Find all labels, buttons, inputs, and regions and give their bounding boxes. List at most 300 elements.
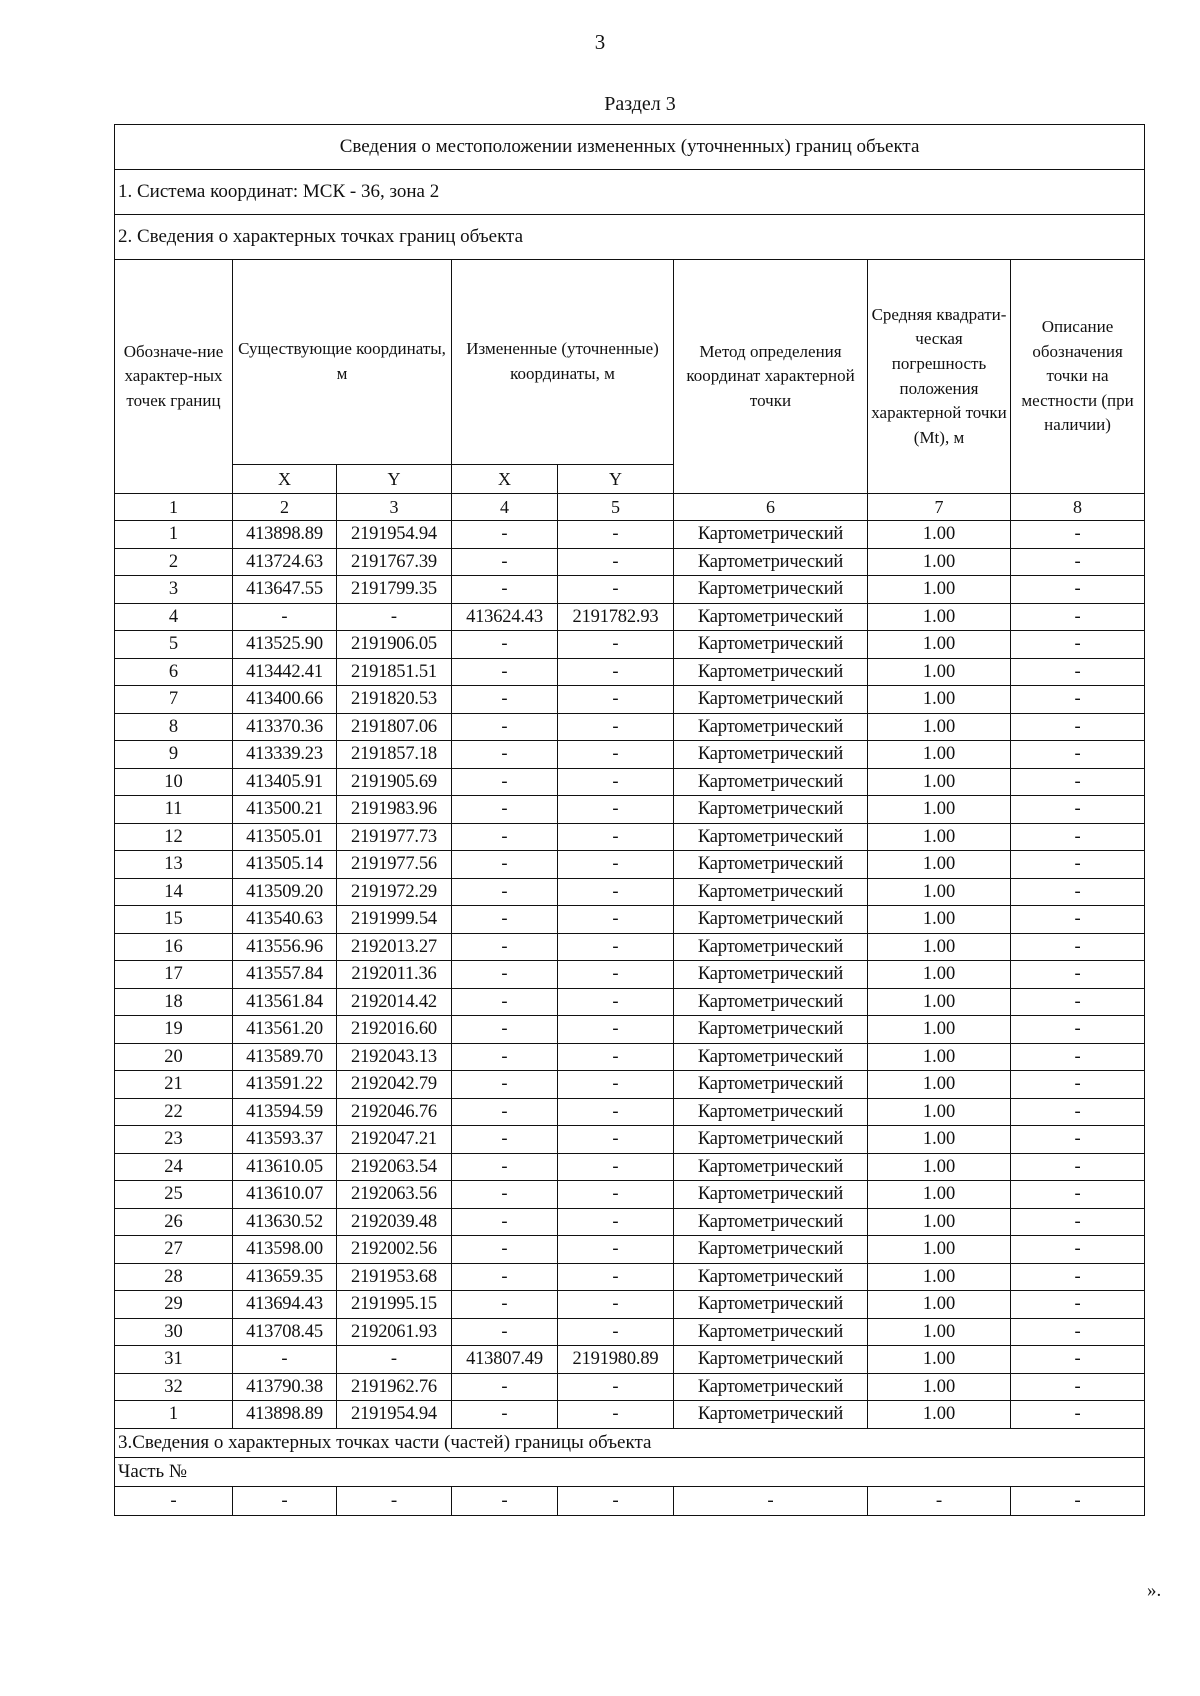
table-cell: 1.00: [868, 1318, 1011, 1346]
table-cell: -: [1011, 768, 1145, 796]
table-row: [115, 1236, 1145, 1264]
table-cell: 413370.36: [233, 713, 337, 741]
table-cell: -: [558, 1373, 674, 1401]
table-cell: 413598.00: [233, 1236, 337, 1264]
table-cell: -: [452, 1236, 558, 1264]
table-cell: 1.00: [868, 1153, 1011, 1181]
table-cell: 5: [115, 631, 233, 659]
table-cell: -: [1011, 1263, 1145, 1291]
table-cell: 27: [115, 1236, 233, 1264]
table-row: [115, 548, 1145, 576]
table-cell: Картометрический: [674, 768, 868, 796]
table-row: [115, 878, 1145, 906]
table-cell: -: [1011, 851, 1145, 879]
table-row: [115, 961, 1145, 989]
table-cell: -: [558, 521, 674, 549]
table-cell: Картометрический: [674, 1401, 868, 1429]
table-cell: Картометрический: [674, 1153, 868, 1181]
table-cell: 413505.01: [233, 823, 337, 851]
table-cell: -: [452, 1126, 558, 1154]
table-cell: -: [1011, 686, 1145, 714]
part-cell: -: [868, 1486, 1011, 1515]
table-row: [115, 1373, 1145, 1401]
column-number-cell: 3: [337, 494, 452, 521]
table-cell: 413525.90: [233, 631, 337, 659]
table-cell: 1.00: [868, 1208, 1011, 1236]
table-cell: Картометрический: [674, 823, 868, 851]
table-cell: -: [452, 851, 558, 879]
header-point-designation: Обозначе-ние характер-ных точек границ: [115, 260, 233, 494]
table-row: [115, 603, 1145, 631]
table-cell: 1.00: [868, 1016, 1011, 1044]
table-cell: 12: [115, 823, 233, 851]
table-cell: 1.00: [868, 961, 1011, 989]
table-cell: -: [558, 576, 674, 604]
table-row: [115, 1181, 1145, 1209]
table-cell: 2191999.54: [337, 906, 452, 934]
table-cell: -: [558, 768, 674, 796]
part-number-label: Часть №: [115, 1457, 1145, 1486]
table-row: [115, 1098, 1145, 1126]
table-cell: 18: [115, 988, 233, 1016]
table-cell: 413405.91: [233, 768, 337, 796]
table-cell: Картометрический: [674, 1263, 868, 1291]
table-cell: Картометрический: [674, 741, 868, 769]
table-cell: -: [452, 1263, 558, 1291]
table-cell: -: [452, 1373, 558, 1401]
table-cell: -: [452, 658, 558, 686]
table-cell: 1.00: [868, 1236, 1011, 1264]
table-cell: 13: [115, 851, 233, 879]
table-cell: Картометрический: [674, 1071, 868, 1099]
table-cell: -: [452, 823, 558, 851]
table-cell: 2192013.27: [337, 933, 452, 961]
section-title: Раздел 3: [604, 93, 676, 115]
table-cell: -: [452, 933, 558, 961]
table-cell: 1.00: [868, 631, 1011, 659]
table-cell: -: [452, 961, 558, 989]
column-number-cell: 6: [674, 494, 868, 521]
header-changed-y: Y: [558, 465, 674, 494]
table-cell: 2191962.76: [337, 1373, 452, 1401]
table-cell: -: [1011, 1181, 1145, 1209]
points-heading: 2. Сведения о характерных точках границ объекта: [115, 215, 1145, 260]
table-row: [115, 1263, 1145, 1291]
table-cell: 2192047.21: [337, 1126, 452, 1154]
table-cell: Картометрический: [674, 796, 868, 824]
table-cell: Картометрический: [674, 933, 868, 961]
table-cell: Картометрический: [674, 988, 868, 1016]
table-cell: -: [452, 906, 558, 934]
table-cell: 1.00: [868, 1373, 1011, 1401]
table-cell: -: [337, 603, 452, 631]
table-cell: -: [452, 878, 558, 906]
table-cell: -: [1011, 713, 1145, 741]
table-cell: 1.00: [868, 1401, 1011, 1429]
table-cell: -: [452, 741, 558, 769]
table-cell: 413339.23: [233, 741, 337, 769]
table-row: [115, 713, 1145, 741]
table-cell: -: [558, 741, 674, 769]
table-cell: 1.00: [868, 1263, 1011, 1291]
table-cell: 2191906.05: [337, 631, 452, 659]
table-row: [115, 1318, 1145, 1346]
table-cell: -: [452, 988, 558, 1016]
table-cell: -: [452, 1153, 558, 1181]
table-cell: 30: [115, 1318, 233, 1346]
table-cell: -: [558, 1043, 674, 1071]
table-cell: Картометрический: [674, 631, 868, 659]
table-cell: 19: [115, 1016, 233, 1044]
table-cell: -: [1011, 741, 1145, 769]
table-cell: -: [1011, 631, 1145, 659]
table-cell: -: [558, 1098, 674, 1126]
table-cell: Картометрический: [674, 686, 868, 714]
part-cell: -: [558, 1486, 674, 1515]
table-cell: 413898.89: [233, 1401, 337, 1429]
table-cell: 413898.89: [233, 521, 337, 549]
table-cell: 2191995.15: [337, 1291, 452, 1319]
table-cell: 17: [115, 961, 233, 989]
table-cell: 413724.63: [233, 548, 337, 576]
part-cell: -: [452, 1486, 558, 1515]
table-title: Сведения о местоположении измененных (уточненных) границ объекта: [115, 125, 1145, 170]
table-cell: 2192011.36: [337, 961, 452, 989]
table-cell: -: [1011, 521, 1145, 549]
column-number-cell: 5: [558, 494, 674, 521]
table-cell: 2: [115, 548, 233, 576]
table-cell: Картометрический: [674, 1126, 868, 1154]
table-cell: 413647.55: [233, 576, 337, 604]
table-row: [115, 1208, 1145, 1236]
table-cell: 6: [115, 658, 233, 686]
table-cell: 2191905.69: [337, 768, 452, 796]
table-cell: 2191954.94: [337, 1401, 452, 1429]
table-row: [115, 988, 1145, 1016]
table-row: [115, 741, 1145, 769]
table-cell: -: [1011, 1153, 1145, 1181]
table-cell: 413610.07: [233, 1181, 337, 1209]
table-cell: -: [558, 961, 674, 989]
table-cell: 16: [115, 933, 233, 961]
table-cell: 1.00: [868, 1291, 1011, 1319]
table-cell: 413624.43: [452, 603, 558, 631]
table-cell: 413561.84: [233, 988, 337, 1016]
table-cell: -: [558, 878, 674, 906]
table-cell: Картометрический: [674, 878, 868, 906]
table-cell: 413500.21: [233, 796, 337, 824]
table-cell: -: [337, 1346, 452, 1374]
part-cell: -: [1011, 1486, 1145, 1515]
table-cell: -: [558, 1181, 674, 1209]
table-cell: 413442.41: [233, 658, 337, 686]
table-cell: -: [452, 1318, 558, 1346]
table-cell: 413556.96: [233, 933, 337, 961]
table-row: [115, 1071, 1145, 1099]
table-cell: 11: [115, 796, 233, 824]
table-cell: -: [558, 1291, 674, 1319]
table-cell: -: [452, 548, 558, 576]
table-cell: -: [1011, 961, 1145, 989]
table-cell: 1.00: [868, 658, 1011, 686]
table-cell: -: [558, 1153, 674, 1181]
part-cell: -: [337, 1486, 452, 1515]
table-cell: Картометрический: [674, 1373, 868, 1401]
header-method: Метод определения координат характерной точки: [674, 260, 868, 494]
table-cell: -: [1011, 658, 1145, 686]
table-cell: 1.00: [868, 1126, 1011, 1154]
table-cell: -: [452, 1098, 558, 1126]
part-cell: -: [115, 1486, 233, 1515]
table-cell: Картометрический: [674, 1208, 868, 1236]
table-cell: 1.00: [868, 933, 1011, 961]
table-cell: 2192046.76: [337, 1098, 452, 1126]
table-cell: -: [1011, 1016, 1145, 1044]
table-cell: 7: [115, 686, 233, 714]
table-cell: -: [558, 658, 674, 686]
table-cell: 413509.20: [233, 878, 337, 906]
table-cell: -: [1011, 1401, 1145, 1429]
table-cell: 29: [115, 1291, 233, 1319]
table-cell: 413593.37: [233, 1126, 337, 1154]
column-number-cell: 8: [1011, 494, 1145, 521]
table-cell: 1: [115, 521, 233, 549]
table-cell: -: [452, 576, 558, 604]
table-row: [115, 658, 1145, 686]
table-cell: 413659.35: [233, 1263, 337, 1291]
table-row: [115, 1401, 1145, 1429]
table-row: [115, 823, 1145, 851]
table-cell: -: [1011, 548, 1145, 576]
column-number-cell: 4: [452, 494, 558, 521]
table-cell: 413505.14: [233, 851, 337, 879]
table-cell: -: [558, 823, 674, 851]
table-cell: 1.00: [868, 1071, 1011, 1099]
table-cell: 1.00: [868, 823, 1011, 851]
table-cell: 1.00: [868, 1043, 1011, 1071]
table-cell: -: [558, 906, 674, 934]
table-cell: -: [1011, 1043, 1145, 1071]
table-cell: 32: [115, 1373, 233, 1401]
table-cell: 1.00: [868, 741, 1011, 769]
table-cell: -: [558, 1263, 674, 1291]
table-cell: Картометрический: [674, 713, 868, 741]
table-cell: 2191953.68: [337, 1263, 452, 1291]
table-cell: 10: [115, 768, 233, 796]
table-cell: 2191799.35: [337, 576, 452, 604]
table-cell: 24: [115, 1153, 233, 1181]
table-cell: -: [1011, 1346, 1145, 1374]
table-cell: -: [1011, 1098, 1145, 1126]
table-cell: 413708.45: [233, 1318, 337, 1346]
table-cell: 1.00: [868, 988, 1011, 1016]
table-cell: Картометрический: [674, 603, 868, 631]
part-cell: -: [233, 1486, 337, 1515]
table-cell: -: [558, 1401, 674, 1429]
table-cell: -: [452, 1071, 558, 1099]
table-cell: 1.00: [868, 576, 1011, 604]
table-cell: Картометрический: [674, 851, 868, 879]
table-cell: -: [1011, 1208, 1145, 1236]
table-cell: -: [558, 796, 674, 824]
column-number-cell: 2: [233, 494, 337, 521]
coordinate-system: 1. Система координат: МСК - 36, зона 2: [115, 170, 1145, 215]
table-cell: -: [1011, 1318, 1145, 1346]
table-cell: 9: [115, 741, 233, 769]
table-cell: Картометрический: [674, 961, 868, 989]
table-cell: 3: [115, 576, 233, 604]
table-cell: 1.00: [868, 1098, 1011, 1126]
page-number: 3: [594, 30, 606, 54]
table-cell: 2192016.60: [337, 1016, 452, 1044]
table-cell: -: [558, 933, 674, 961]
table-cell: 413807.49: [452, 1346, 558, 1374]
table-cell: -: [1011, 823, 1145, 851]
header-description: Описание обозначения точки на местности (при наличии): [1011, 260, 1145, 494]
table-cell: -: [452, 1401, 558, 1429]
table-cell: 413610.05: [233, 1153, 337, 1181]
table-row: [115, 521, 1145, 549]
table-cell: -: [558, 1016, 674, 1044]
table-cell: 1.00: [868, 768, 1011, 796]
table-cell: 2192002.56: [337, 1236, 452, 1264]
table-cell: 1.00: [868, 1181, 1011, 1209]
table-cell: -: [1011, 1236, 1145, 1264]
column-number-cell: 1: [115, 494, 233, 521]
table-cell: -: [233, 1346, 337, 1374]
table-cell: -: [452, 1208, 558, 1236]
table-cell: 8: [115, 713, 233, 741]
table-cell: -: [558, 1208, 674, 1236]
column-number-cell: 7: [868, 494, 1011, 521]
table-cell: 2192039.48: [337, 1208, 452, 1236]
table-cell: -: [1011, 796, 1145, 824]
table-cell: 2191972.29: [337, 878, 452, 906]
table-cell: -: [558, 1318, 674, 1346]
table-cell: 1.00: [868, 713, 1011, 741]
table-cell: 1: [115, 1401, 233, 1429]
table-cell: -: [1011, 906, 1145, 934]
table-cell: 2191807.06: [337, 713, 452, 741]
table-row: [115, 906, 1145, 934]
table-cell: Картометрический: [674, 1236, 868, 1264]
table-cell: -: [452, 713, 558, 741]
table-row: [115, 1291, 1145, 1319]
table-cell: 2191782.93: [558, 603, 674, 631]
table-cell: 2191851.51: [337, 658, 452, 686]
table-cell: 20: [115, 1043, 233, 1071]
table-cell: -: [1011, 933, 1145, 961]
table-cell: 1.00: [868, 603, 1011, 631]
table-cell: -: [558, 713, 674, 741]
closing-mark: ».: [1147, 1580, 1162, 1601]
header-mean-error: Средняя квадрати-ческая погрешность положения характерной точки (Mt), м: [868, 260, 1011, 494]
table-cell: 1.00: [868, 851, 1011, 879]
table-cell: 2191767.39: [337, 548, 452, 576]
table-row: [115, 796, 1145, 824]
header-changed-coords: Измененные (уточненные) координаты, м: [452, 260, 674, 465]
table-cell: -: [1011, 1071, 1145, 1099]
table-cell: 1.00: [868, 878, 1011, 906]
table-cell: -: [452, 686, 558, 714]
table-cell: 4: [115, 603, 233, 631]
table-cell: 2191954.94: [337, 521, 452, 549]
table-cell: -: [558, 851, 674, 879]
table-cell: 413694.43: [233, 1291, 337, 1319]
table-cell: 413561.20: [233, 1016, 337, 1044]
table-cell: 2191980.89: [558, 1346, 674, 1374]
table-cell: 2192063.54: [337, 1153, 452, 1181]
table-cell: -: [1011, 576, 1145, 604]
table-cell: 413557.84: [233, 961, 337, 989]
table-cell: 23: [115, 1126, 233, 1154]
table-row: [115, 851, 1145, 879]
table-row: [115, 576, 1145, 604]
table-cell: 1.00: [868, 1346, 1011, 1374]
table-cell: -: [452, 1291, 558, 1319]
table-cell: 2192061.93: [337, 1318, 452, 1346]
table-cell: Картометрический: [674, 548, 868, 576]
table-cell: 1.00: [868, 906, 1011, 934]
table-cell: 413400.66: [233, 686, 337, 714]
table-cell: 28: [115, 1263, 233, 1291]
boundary-table: [114, 124, 1145, 1516]
table-cell: 413790.38: [233, 1373, 337, 1401]
table-cell: 1.00: [868, 796, 1011, 824]
table-row: [115, 1043, 1145, 1071]
table-cell: 2192063.56: [337, 1181, 452, 1209]
table-cell: 2191820.53: [337, 686, 452, 714]
table-row: [115, 933, 1145, 961]
table-row: [115, 1016, 1145, 1044]
table-cell: -: [233, 603, 337, 631]
table-cell: 1.00: [868, 548, 1011, 576]
part-row: [115, 1486, 1145, 1515]
table-cell: Картометрический: [674, 576, 868, 604]
column-number-row: [115, 494, 1145, 521]
table-cell: 413594.59: [233, 1098, 337, 1126]
table-cell: -: [452, 768, 558, 796]
table-cell: -: [558, 548, 674, 576]
table-cell: -: [558, 1126, 674, 1154]
table-cell: 15: [115, 906, 233, 934]
table-cell: Картометрический: [674, 1016, 868, 1044]
table-cell: -: [452, 1181, 558, 1209]
table-cell: 2192042.79: [337, 1071, 452, 1099]
table-cell: 21: [115, 1071, 233, 1099]
table-cell: -: [558, 1071, 674, 1099]
table-cell: -: [1011, 603, 1145, 631]
table-cell: -: [558, 988, 674, 1016]
part-heading: 3.Сведения о характерных точках части (частей) границы объекта: [115, 1428, 1145, 1457]
table-cell: -: [558, 1236, 674, 1264]
header-changed-x: X: [452, 465, 558, 494]
part-cell: -: [674, 1486, 868, 1515]
table-row: [115, 768, 1145, 796]
table-cell: -: [558, 631, 674, 659]
table-cell: 31: [115, 1346, 233, 1374]
table-row: [115, 1153, 1145, 1181]
table-cell: Картометрический: [674, 1318, 868, 1346]
table-cell: 2191983.96: [337, 796, 452, 824]
table-cell: Картометрический: [674, 521, 868, 549]
table-cell: 413591.22: [233, 1071, 337, 1099]
table-row: [115, 1346, 1145, 1374]
table-cell: 2192043.13: [337, 1043, 452, 1071]
table-row: [115, 1126, 1145, 1154]
table-cell: 25: [115, 1181, 233, 1209]
table-cell: -: [452, 1016, 558, 1044]
